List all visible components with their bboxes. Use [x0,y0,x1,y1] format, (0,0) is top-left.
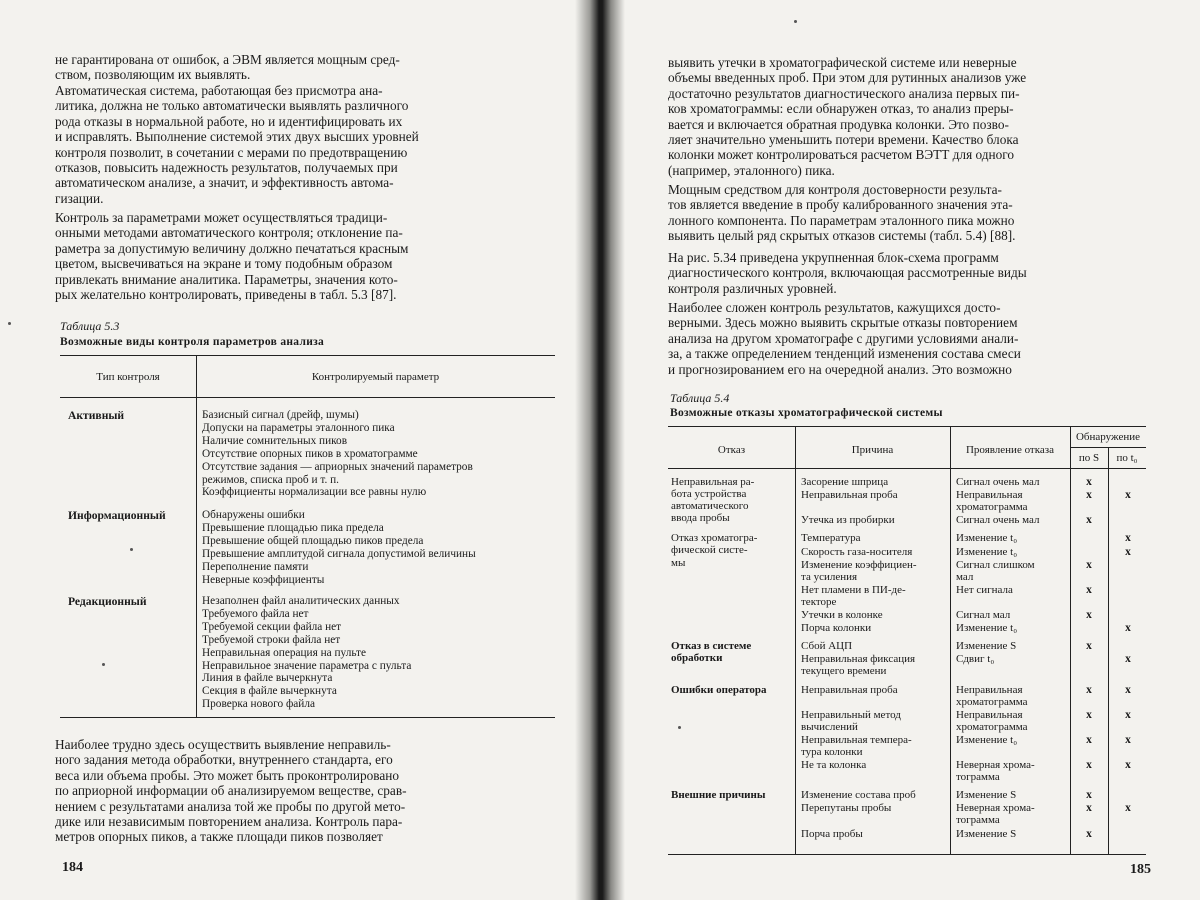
table-5-4-detect-s-mark: x [1086,759,1092,772]
table-5-4-effect-line: Изменение t₀ [956,733,1018,746]
scan-speck [678,726,681,729]
table-5-4-detect-t-mark: x [1125,545,1131,558]
table-5-3-type-cell: Информационный [68,509,166,522]
table-5-4-fault-line: Отказ хроматогра- [671,532,758,545]
table-5-4-cause-line: Не та колонка [801,759,867,772]
table-5-3-type-cell: Редакционный [68,595,147,608]
table-5-4-fault-line: Внешние причины [671,789,766,802]
table-5-4-effect-line: Изменение t₀ [956,622,1018,635]
table-5-4-cause-cell [801,828,863,840]
text-line: за, а также определением тенденций изменения состава смеси [668,346,1021,362]
table-5-4-effect-cell [956,546,1017,558]
table-5-4-fault-line: бота устройства [671,488,747,501]
table-5-3-param: Неверные коэффициенты [202,573,325,586]
table-5-4-cause-line: Сбой АЦП [801,640,853,653]
table-5-4-cause-cell [801,622,871,634]
table-5-3-param: Коэффициенты нормализации все равны нулю [202,486,427,499]
table-5-3-param: Превышение амплитудой сигнала допустимой величины [202,547,476,560]
text-line: достаточно результатов диагностического анализа первых пи- [668,85,1020,101]
table-5-3-param: Базисный сигнал (дрейф, шумы) [202,409,359,421]
table-5-4-header-cause: Причина [851,444,894,456]
table-5-4-detect-s-mark: x [1086,683,1092,696]
text-line: (например, эталонного) пика. [668,162,835,178]
text-line: отказов, повысить надежность результатов, получаемых при [55,160,398,176]
book-gutter [575,0,625,900]
table-5-4-detect-s-mark: x [1086,558,1092,571]
text-line: анализа на другом хроматографе с другими условиями анали- [668,330,1019,346]
table-5-4-cause-cell [801,532,861,544]
table-5-4-effect-cell [956,759,1035,783]
text-line: ного задания метода обработки, внутреннего стандарта, его [55,752,393,768]
table-5-4-detect-s-mark: x [1086,489,1092,502]
table-5-4-effect-line: Изменение t₀ [956,545,1018,558]
table-5-4-effect-line: Изменение S [956,640,1017,653]
table-5-4-cause-line: Изменение коэффициен- [801,558,917,571]
table-5-3-param: Требуемого файла нет [202,607,309,620]
table-5-4-effect-cell [956,709,1028,733]
table-5-4-effect-cell [956,622,1017,634]
table-5-4-detect-s-mark: x [1086,789,1092,802]
table-5-4-fault-cell [671,640,751,664]
table-5-4-cause-line: Неправильная проба [801,489,898,502]
table-5-3-param: Требуемой строки файла нет [202,633,341,646]
table-5-4-detect-t-mark: x [1125,802,1131,815]
table-5-4-detect-t-mark: x [1125,622,1131,635]
table-5-4-header-manifestation: Проявление отказа [965,444,1055,456]
text-line: рых желательно контролировать, приведены в табл. 5.3 [87]. [55,287,397,303]
table-5-4-fault-line: Отказ в системе [671,640,752,653]
table-5-4-effect-line: Неправильная [956,683,1023,696]
table-5-4-cause-cell [801,684,898,696]
table-5-4-cause-cell [801,653,915,677]
text-line: литика, должна не только автоматически выявлять различного [55,98,409,114]
table-5-4-effect-line: Неправильная [956,708,1023,721]
table-5-4-effect-line: Сигнал очень мал [956,514,1040,527]
text-line: рода отказы в нормальной работе, но и идентифицировать их [55,113,403,129]
table-5-4-cause-cell [801,789,916,801]
table-5-4-cause-line: Засорение шприца [801,476,889,488]
text-line: верными. Здесь можно выявить скрытые отказы повторением [668,315,1018,331]
table-5-4-cause-line: Утечка из пробирки [801,514,895,527]
text-line: Наиболее трудно здесь осуществить выявление неправиль- [55,737,391,752]
table-5-3-param: Секция в файле вычеркнута [202,685,337,698]
table-5-4-cause-line: текторе [801,595,837,608]
table-5-4-effect-line: хроматограмма [956,695,1028,708]
table-5-4-effect-cell [956,476,1039,488]
table-5-4-fault-line: мы [671,556,686,569]
table-5-4-cause-line: Порча колонки [801,622,872,635]
table-5-4-cause-cell [801,709,901,733]
table-5-4-effect-line: хроматограмма [956,501,1028,514]
text-line: ством, позволяющим их выявлять. [55,67,251,83]
table-5-4-fault-cell [671,532,757,568]
table-5-3-param: Допуски на параметры эталонного пика [202,421,395,434]
table-5-4-detect-s-mark: x [1086,802,1092,815]
table-5-4-fault-line: ввода пробы [671,512,730,525]
table-5-4-header-fault: Отказ [717,444,746,456]
table-5-4-effect-line: Неверная хрома- [956,802,1035,815]
table-5-4-effect-cell [956,684,1028,708]
table-5-4-effect-cell [956,802,1035,826]
table-5-4-detect-t-mark: x [1125,733,1131,746]
table-5-4-cause-cell [801,514,895,526]
table-5-4-effect-cell [956,640,1016,652]
table-5-3-caption: Таблица 5.3 [60,319,120,333]
table-5-4-cause-line: Утечки в колонке [801,609,883,621]
table-5-4-effect-line: Неверная хрома- [956,759,1035,772]
page-number-right: 185 [1130,862,1151,877]
table-5-4-detect-s-mark: x [1086,827,1092,840]
right-paragraph-3 [668,250,1150,296]
text-line: и исправлять. Выполнение системой этих двух высших уровней [55,129,419,145]
text-line: ляет значительно уменьшить потери времени. Качество блока [668,132,1019,148]
table-5-4-effect-cell [956,584,1013,596]
table-5-4-effect-line: хроматограмма [956,720,1028,733]
right-paragraph-1 [668,55,1150,178]
text-line: и прогнозированием его на очередной анализ. Это возможно [668,361,1012,377]
table-5-4-effect-cell [956,609,1010,621]
text-line: Автоматическая система, работающая без присмотра ана- [55,83,383,98]
table-5-3-param-cell [202,409,473,499]
table-5-4-fault-line: Неправильная ра- [671,476,755,488]
table-5-4-detect-s-mark: x [1086,708,1092,721]
text-line: На рис. 5.34 приведена укрупненная блок-схема программ [668,250,999,265]
table-5-4-header-by-t: по t₀ [1116,452,1138,464]
table-5-3-param-cell [202,509,476,586]
table-5-4-effect-line: Изменение S [956,789,1017,802]
table-5-4-effect-line: тограмма [956,814,1000,827]
text-line: цветом, высвечиваться на экране и тому подобным образом [55,256,393,272]
table-5-4-effect-line: Неправильная [956,489,1023,502]
table-5-4-caption: Таблица 5.4 [670,391,730,405]
table-5-4-effect-line: Сдвиг t₀ [956,653,995,666]
text-line: Контроль за параметрами может осуществляться традици- [55,210,388,225]
table-5-4-effect-line: тограмма [956,771,1000,784]
table-5-4-detect-t-mark: x [1125,489,1131,502]
text-line: не гарантирована от ошибок, а ЭВМ является мощным сред- [55,52,400,67]
table-5-4-header-detection: Обнаружение [1075,431,1140,443]
table-5-4-effect-line: Сигнал слишком [956,558,1035,571]
text-line: по априорной информации об анализируемом веществе, срав- [55,783,407,799]
left-bottom-paragraph [55,737,555,845]
text-line: вается и включается обратная продувка колонки. Это позво- [668,116,1009,132]
table-5-4-cause-cell [801,489,898,501]
table-5-4-cause-line: Неправильная темпера- [801,733,912,746]
table-5-4-detect-t-mark: x [1125,653,1131,666]
table-5-4-effect-cell [956,514,1039,526]
scan-speck [794,20,797,23]
table-5-4-effect-cell [956,789,1016,801]
table-5-4-cause-line: текущего времени [801,665,887,678]
table-5-4-cause-line: Изменение состава проб [801,789,916,802]
text-line: лонного компонента. По параметрам эталонного пика можно [668,212,1015,228]
table-5-4-title: Возможные отказы хроматографической системы [670,407,943,419]
table-5-3-param: Проверка нового файла [202,698,315,711]
table-5-4-fault-line: фической систе- [671,544,748,557]
table-5-3-title: Возможные виды контроля параметров анализа [60,336,325,348]
text-line: выявить целый ряд скрытых отказов системы (табл. 5.4) [88]. [668,228,1016,244]
table-5-4-detect-s-mark: x [1086,640,1092,653]
table-5-4-effect-line: Сигнал очень мал [956,476,1040,488]
table-5-4-fault-line: автоматического [671,500,749,513]
table-5-4-cause-cell [801,640,852,652]
table-5-4-fault-cell [671,476,754,524]
page-number-left: 184 [62,860,83,875]
text-line: автоматическом анализе, а значит, и эффективность автома- [55,175,394,191]
table-5-3-param: Наличие сомнительных пиков [202,434,348,447]
table-5-4-cause-line: Порча пробы [801,827,863,840]
table-5-4-cause-cell [801,559,917,583]
table-5-3-param: Линия в файле вычеркнута [202,672,333,685]
table-5-4-cause-cell [801,476,888,488]
text-line: Мощным средством для контроля достоверности результа- [668,182,1002,197]
table-5-3-param: Незаполнен файл аналитических данных [202,595,400,607]
right-paragraph-2 [668,182,1150,244]
table-5-4-fault-line: обработки [671,652,723,665]
table-5-4-detect-t-mark: x [1125,708,1131,721]
text-line: объемы введенных проб. При этом для рутинных анализов уже [668,70,1027,86]
table-5-3-header-type: Тип контроля [96,371,160,383]
table-5-4-effect-cell [956,489,1028,513]
table-5-4-cause-line: Неправильная фиксация [801,653,916,666]
table-5-4-header-by-s: по S [1078,452,1100,464]
table-5-4-fault-cell [671,789,765,801]
table-5-4-cause-cell [801,759,866,771]
table-5-3-param-cell [202,595,411,711]
text-line: контроля позволит, в сочетании с мерами по предотвращению [55,144,408,160]
table-5-3-param: Превышение общей площадью пиков предела [202,534,424,547]
table-5-4-cause-cell [801,802,891,814]
text-line: контроля различных уровней. [668,280,837,296]
table-5-3-param: режимов, списка проб и т. п. [202,473,339,486]
table-5-4-effect-line: Изменение S [956,827,1017,840]
table-5-4-cause-cell [801,546,912,558]
table-5-4-effect-cell [956,828,1016,840]
text-line: нением с результатами анализа той же пробы по другой мето- [55,798,406,814]
left-paragraph-3 [55,210,555,302]
table-5-3-param: Требуемой секции файла нет [202,620,342,633]
table-5-4-detect-s-mark: x [1086,514,1092,527]
table-5-4-fault-line: Ошибки оператора [671,683,767,696]
table-5-4-cause-line: Температура [801,532,861,545]
table-5-4-cause-line: Перепутаны пробы [801,802,892,815]
table-5-4-effect-line: Сигнал мал [956,609,1011,621]
table-5-3-param: Обнаружены ошибки [202,509,305,521]
table-5-4-cause-line: Неправильная проба [801,683,898,696]
table-5-4-effect-line: Нет сигнала [956,583,1013,596]
scan-speck [102,663,105,666]
table-5-4-cause-line: Неправильный метод [801,708,901,721]
table-5-4-cause-line: тура колонки [801,745,863,758]
table-5-4-cause-line: Нет пламени в ПИ-де- [801,583,906,596]
table-5-3-param: Переполнение памяти [202,560,309,573]
table-5-4-effect-cell [956,532,1017,544]
table-5-4-detect-t-mark: x [1125,532,1131,545]
scan-speck [130,548,133,551]
text-line: метров опорных пиков, а также площади пиков позволяет [55,829,383,845]
table-5-4-cause-cell [801,609,883,621]
text-line: онными методами автоматического контроля; отклонение па- [55,225,403,241]
text-line: выявить утечки в хроматографической системе или неверные [668,55,1017,70]
table-5-4-effect-cell [956,653,994,665]
table-5-4-cause-cell [801,584,906,608]
table-5-4-detect-t-mark: x [1125,683,1131,696]
table-5-3-param: Отсутствие задания — априорных значений параметров [202,460,473,473]
table-5-4-detect-s-mark: x [1086,476,1092,488]
table-5-4-effect-line: мал [956,570,974,583]
text-line: ков хроматограммы: если обнаружен отказ, то анализ преры- [668,101,1014,117]
table-5-4-detect-t-mark: x [1125,759,1131,772]
text-line: гизации. [55,190,104,206]
text-line: диагностического контроля, включающая рассмотренные виды [668,265,1027,281]
text-line: дике или независимым повторением анализа. Контроль пара- [55,814,403,830]
table-5-4-detect-s-mark: x [1086,583,1092,596]
text-line: Наиболее сложен контроль результатов, кажущихся досто- [668,300,1001,315]
text-line: колонки может контролироваться расчетом ВЭТТ для одного [668,147,1015,163]
right-paragraph-4 [668,300,1150,377]
table-5-4-effect-cell [956,559,1035,583]
text-line: тов является введение в пробу калиброванного значения эта- [668,197,1013,213]
left-paragraph-2 [55,83,555,206]
table-5-3-header-param: Контролируемый параметр [311,371,440,383]
table-5-4-cause-line: Скорость газа-носителя [801,545,913,558]
text-line: раметра за допустимую величину должно печататься красным [55,240,409,256]
text-line: веса или объема пробы. Это может быть проконтролировано [55,767,400,783]
scan-speck [8,322,11,325]
table-5-3-param: Неправильное значение параметра с пульта [202,659,412,672]
table-5-3-param: Отсутствие опорных пиков в хроматограмме [202,447,418,460]
table-5-4-effect-line: Изменение t₀ [956,532,1018,545]
table-5-3-type-cell: Активный [68,409,125,422]
table-5-4-detect-s-mark: x [1086,733,1092,746]
table-5-3-param: Превышение площадью пика предела [202,521,384,534]
left-paragraph-1 [55,52,555,83]
table-5-4-fault-cell [671,684,767,696]
text-line: привлекать внимание аналитика. Параметры, значения кото- [55,271,398,287]
table-5-4-cause-line: та усиления [801,570,858,583]
table-5-4-cause-line: вычислений [801,720,858,733]
table-5-4-cause-cell [801,734,912,758]
table-5-4-effect-cell [956,734,1017,746]
table-5-4-detect-s-mark: x [1086,609,1092,621]
table-5-3-param: Неправильная операция на пульте [202,646,367,659]
